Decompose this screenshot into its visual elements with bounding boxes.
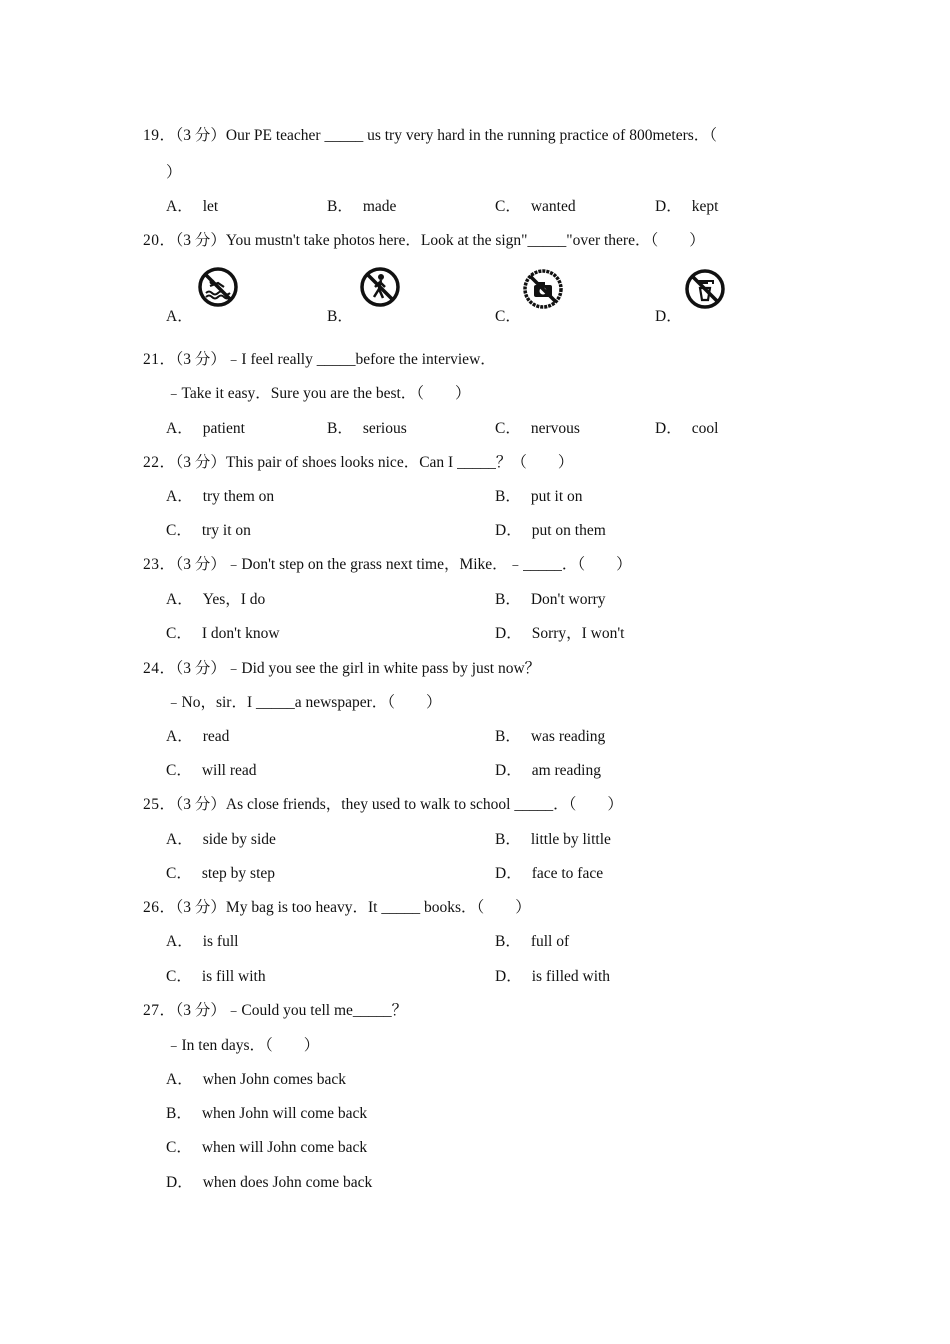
option-c[interactable]: C． when will John come back — [166, 1139, 368, 1156]
option-b[interactable]: B． Don't worry — [495, 591, 606, 608]
option-c[interactable]: C． is fill with — [166, 968, 266, 985]
question-score: （3 分） — [175, 899, 226, 916]
option-a[interactable]: A． side by side — [166, 831, 276, 848]
option-d[interactable]: D． kept — [655, 198, 719, 215]
option-d[interactable]: D． put on them — [495, 522, 606, 539]
no-walking-icon — [359, 266, 401, 308]
option-a[interactable]: A． — [166, 308, 193, 325]
option-c[interactable]: C． will read — [166, 762, 257, 779]
question-text: Our PE teacher _____ us try very hard in the running practice of 800meters．（ — [225, 127, 718, 144]
option-c[interactable]: C． nervous — [495, 420, 580, 437]
option-a[interactable]: A． read — [166, 728, 230, 745]
question-22 — [143, 453, 573, 473]
question-20 — [143, 231, 705, 251]
question-23 — [143, 555, 632, 575]
question-27 — [143, 1001, 407, 1021]
question-number: 20． — [143, 232, 176, 249]
option-d[interactable]: D． am reading — [495, 762, 601, 779]
question-19 — [143, 126, 717, 146]
question-score: （3 分） — [175, 556, 226, 573]
question-text: This pair of shoes looks nice．Can I _____？（ ） — [225, 454, 574, 471]
question-text: ﹣Did you see the girl in white pass by just now？ — [225, 660, 541, 677]
question-19-close: ） — [166, 164, 182, 181]
question-score: （3 分） — [175, 454, 226, 471]
no-photography-icon — [522, 268, 564, 310]
option-a[interactable]: A． let — [166, 198, 219, 215]
question-text: ﹣Could you tell me_____？ — [225, 1002, 408, 1019]
question-number: 24． — [143, 660, 176, 677]
option-b[interactable]: B． little by little — [495, 831, 611, 848]
option-b[interactable]: B． — [327, 308, 353, 325]
question-21-reply: ﹣Take it easy．Sure you are the best．（ ） — [166, 385, 471, 402]
option-a[interactable]: A． Yes，I do — [166, 591, 266, 608]
question-26 — [143, 898, 531, 918]
question-score: （3 分） — [175, 660, 226, 677]
option-c[interactable]: C． — [495, 308, 521, 325]
question-24-reply: ﹣No，sir．I _____a newspaper．（ ） — [166, 694, 442, 711]
question-number: 19． — [143, 127, 176, 144]
no-swimming-icon — [197, 266, 239, 308]
option-c[interactable]: C． try it on — [166, 522, 251, 539]
question-25 — [143, 795, 623, 815]
option-c[interactable]: C． I don't know — [166, 625, 280, 642]
question-text: ﹣I feel really _____before the interview． — [225, 351, 496, 368]
option-a[interactable]: A． try them on — [166, 488, 275, 505]
option-c[interactable]: C． step by step — [166, 865, 276, 882]
question-number: 21． — [143, 351, 176, 368]
option-d[interactable]: D． cool — [655, 420, 719, 437]
option-b[interactable]: B． when John will come back — [166, 1105, 368, 1122]
question-score: （3 分） — [175, 232, 226, 249]
option-d[interactable]: D． is filled with — [495, 968, 611, 985]
no-drinking-icon — [684, 268, 726, 310]
option-a[interactable]: A． when John comes back — [166, 1071, 347, 1088]
option-c[interactable]: C． wanted — [495, 198, 576, 215]
question-text: You mustn't take photos here．Look at the sign"_____"over there．（ ） — [225, 232, 705, 249]
option-d[interactable]: D． when does John come back — [166, 1174, 373, 1191]
option-b[interactable]: B． put it on — [495, 488, 583, 505]
question-text: My bag is too heavy．It _____ books．（ ） — [225, 899, 531, 916]
option-b[interactable]: B． was reading — [495, 728, 606, 745]
question-text: ﹣Don't step on the grass next time，Mike．﹣_____．（ ） — [225, 556, 632, 573]
question-score: （3 分） — [175, 127, 226, 144]
option-d[interactable]: D． Sorry，I won't — [495, 625, 625, 642]
option-d[interactable]: D． face to face — [495, 865, 604, 882]
question-number: 22． — [143, 454, 176, 471]
question-24 — [143, 659, 540, 679]
option-d[interactable]: D． — [655, 308, 682, 325]
option-b[interactable]: B． made — [327, 198, 397, 215]
question-number: 26． — [143, 899, 176, 916]
question-21 — [143, 350, 496, 370]
question-score: （3 分） — [175, 1002, 226, 1019]
question-number: 25． — [143, 796, 176, 813]
question-text: As close friends，they used to walk to school _____．（ ） — [225, 796, 623, 813]
question-number: 23． — [143, 556, 176, 573]
question-score: （3 分） — [175, 796, 226, 813]
option-a[interactable]: A． is full — [166, 933, 239, 950]
option-b[interactable]: B． full of — [495, 933, 570, 950]
question-score: （3 分） — [175, 351, 226, 368]
option-a[interactable]: A． patient — [166, 420, 245, 437]
question-27-reply: ﹣In ten days．（ ） — [166, 1037, 320, 1054]
option-b[interactable]: B． serious — [327, 420, 407, 437]
question-number: 27． — [143, 1002, 176, 1019]
